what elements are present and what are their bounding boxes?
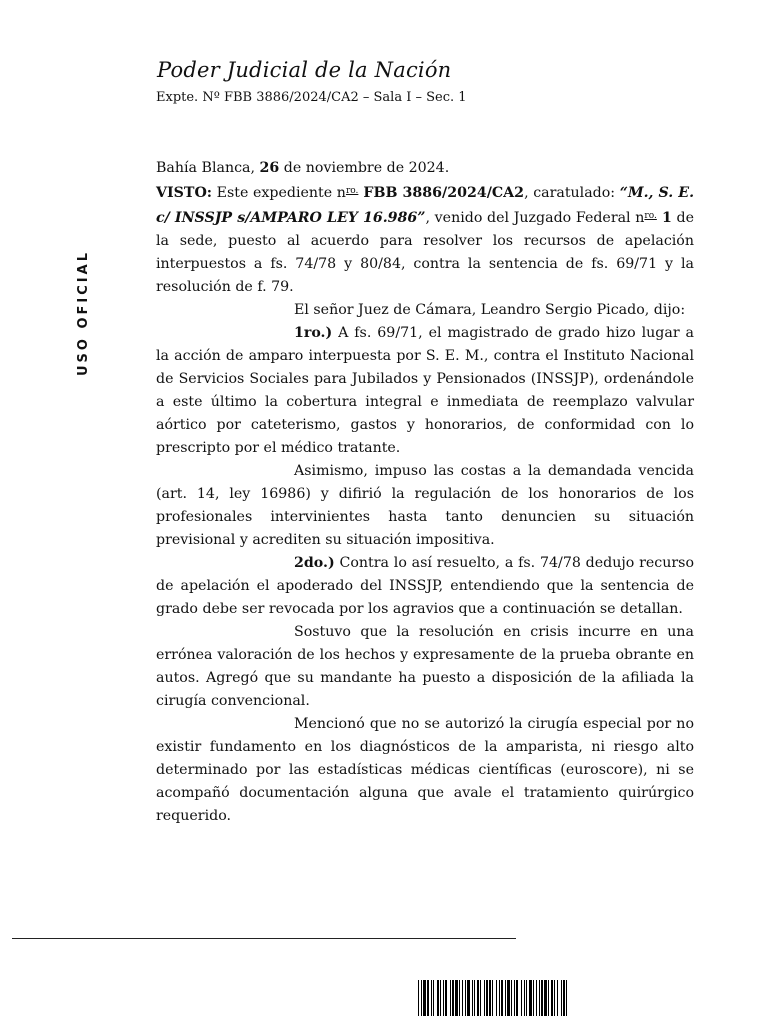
point-1-label: 1ro.) <box>294 325 333 341</box>
case-number-line: Expte. Nº FBB 3886/2024/CA2 – Sala I – Sec. 1 <box>156 90 467 105</box>
visto-paragraph <box>156 180 694 299</box>
paragraph-menciono: Mencionó que no se autorizó la cirugía especial por no existir fundamento en los diagnósticos de la amparista, ni riesgo alto determinado por las estadísticas médicas científicas (euroscore), ni se acompañó documentación alguna que avale el tratamiento quirúrgico requerido. <box>156 716 694 824</box>
visto-text: , caratulado: <box>524 185 620 201</box>
date-text: Bahía Blanca, <box>156 160 260 176</box>
ordinal-sup: ro. <box>345 186 359 196</box>
visto-text: , venido del Juzgado Federal n <box>425 210 645 226</box>
date-text-end: de noviembre de 2024. <box>279 160 450 176</box>
case-number-bold: FBB 3886/2024/CA2 <box>358 185 525 201</box>
point-1b-paragraph: Asimismo, impuso las costas a la demandada vencida (art. 14, ley 16986) y difirió la regulación de los honorarios de los profesionales intervinientes hasta tanto denuncien su situación previsional y acrediten su situación impositiva. <box>156 463 694 548</box>
point-2-paragraph <box>156 552 694 621</box>
judge-paragraph: El señor Juez de Cámara, Leandro Sergio Picado, dijo: <box>294 302 686 318</box>
point-2-label: 2do.) <box>294 555 335 571</box>
visto-label: VISTO: <box>156 185 213 201</box>
point-1-paragraph <box>156 322 694 460</box>
visto-text: de la sede, puesto al acuerdo para resolver los recursos de apelación interpuestos a fs. 74/78 y 80/84, contra la sentencia de fs. 69/71 y la resolución de f. 79. <box>156 210 694 295</box>
point-2-text: Contra lo así resuelto, a fs. 74/78 dedujo recurso de apelación el apoderado del INSSJP, entendiendo que la sentencia de grado debe ser revocada por los agravios que a continuación se detallan. <box>156 555 694 617</box>
barcode-bar <box>567 980 569 1016</box>
point-1-text: A fs. 69/71, el magistrado de grado hizo lugar a la acción de amparo interpuesta por S. E. M., contra el Instituto Nacional de Servicios Sociales para Jubilados y Pensionados (INSSJP), ordenándole a este último la cobertura integral e inmediata de reemplazo valvular aórtico por cateterismo, gastos y honorarios, de conformidad con lo prescripto por el médico tratante. <box>156 325 694 456</box>
court-number: 1 <box>656 210 672 226</box>
footer-rule <box>12 938 516 939</box>
court-header-title: Poder Judicial de la Nación <box>157 58 452 82</box>
side-official-use-label: USO OFICIAL <box>76 250 91 376</box>
document-body <box>156 157 694 828</box>
date-day: 26 <box>259 160 280 176</box>
date-line <box>156 157 694 180</box>
paragraph-sostuvo: Sostuvo que la resolución en crisis incurre en una errónea valoración de los hechos y expresamente de la prueba obrante en autos. Agregó que su mandante ha puesto a disposición de la afiliada la cirugía convencional. <box>156 624 694 709</box>
barcode <box>418 980 758 1016</box>
visto-text: Este expediente n <box>212 185 346 201</box>
ordinal-sup: ro. <box>644 211 657 221</box>
case-caption: “M., S. E. c/ INSSJP s/AMPARO LEY 16.986” <box>156 185 695 226</box>
